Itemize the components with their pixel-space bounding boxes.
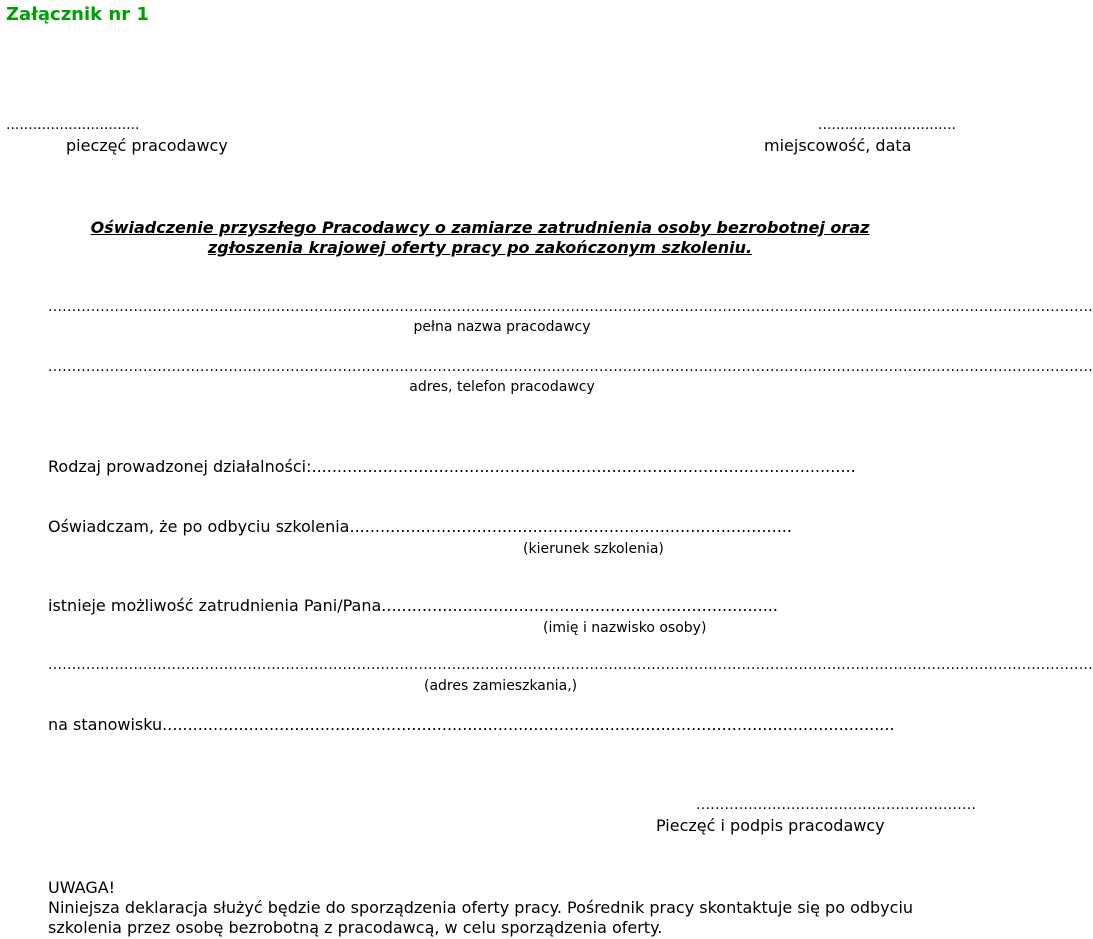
employer-address-label: adres, telefon pracodawcy xyxy=(409,379,595,395)
note-line-1: Niniejsza deklaracja służyć będzie do sporządzenia oferty pracy. Pośrednik pracy skontaktuje się po odbyciu xyxy=(48,898,914,917)
employment-label: (imię i nazwisko osoby) xyxy=(543,620,707,636)
employment-line: istnieje możliwość zatrudnienia Pani/Pana.............................................................................. xyxy=(48,596,778,615)
place-date-label: miejscowość, data xyxy=(764,136,912,155)
residence-label: (adres zamieszkania,) xyxy=(424,678,578,694)
stamp-dots: .............................. xyxy=(6,117,140,133)
signature-label: Pieczęć i podpis pracodawcy xyxy=(656,816,885,835)
place-date-dots: ............................... xyxy=(818,117,956,133)
employer-name-label: pełna nazwa pracodawcy xyxy=(413,319,591,335)
residence-dots: ............................................................................................................................................................................................................................ xyxy=(48,657,1093,673)
employer-address-dots: ............................................................................................................................................................................................................................ xyxy=(48,359,1093,375)
signature-dots: ........................................................... xyxy=(696,797,977,813)
declaration-heading xyxy=(0,218,960,258)
position-line: na stanowisku................................................................................................................................................ xyxy=(48,715,895,734)
heading-line-1: Oświadczenie przyszłego Pracodawcy o zamiarze zatrudnienia osoby bezrobotnej oraz xyxy=(90,218,870,237)
activity-type-line: Rodzaj prowadzonej działalności:........................................................................................................... xyxy=(48,457,856,476)
training-line: Oświadczam, że po odbyciu szkolenia....................................................................................... xyxy=(48,517,792,536)
note-block xyxy=(48,878,960,938)
note-title: UWAGA! xyxy=(48,878,116,897)
stamp-label: pieczęć pracodawcy xyxy=(66,136,228,155)
heading-line-2: zgłoszenia krajowej oferty pracy po zakończonym szkoleniu. xyxy=(207,238,753,257)
employer-name-dots: ............................................................................................................................................................................................................................ xyxy=(48,299,1093,315)
note-line-2: szkolenia przez osobę bezrobotną z pracodawcą, w celu sporządzenia oferty. xyxy=(48,918,663,937)
annex-title: Załącznik nr 1 xyxy=(6,4,149,25)
training-label: (kierunek szkolenia) xyxy=(523,541,664,557)
